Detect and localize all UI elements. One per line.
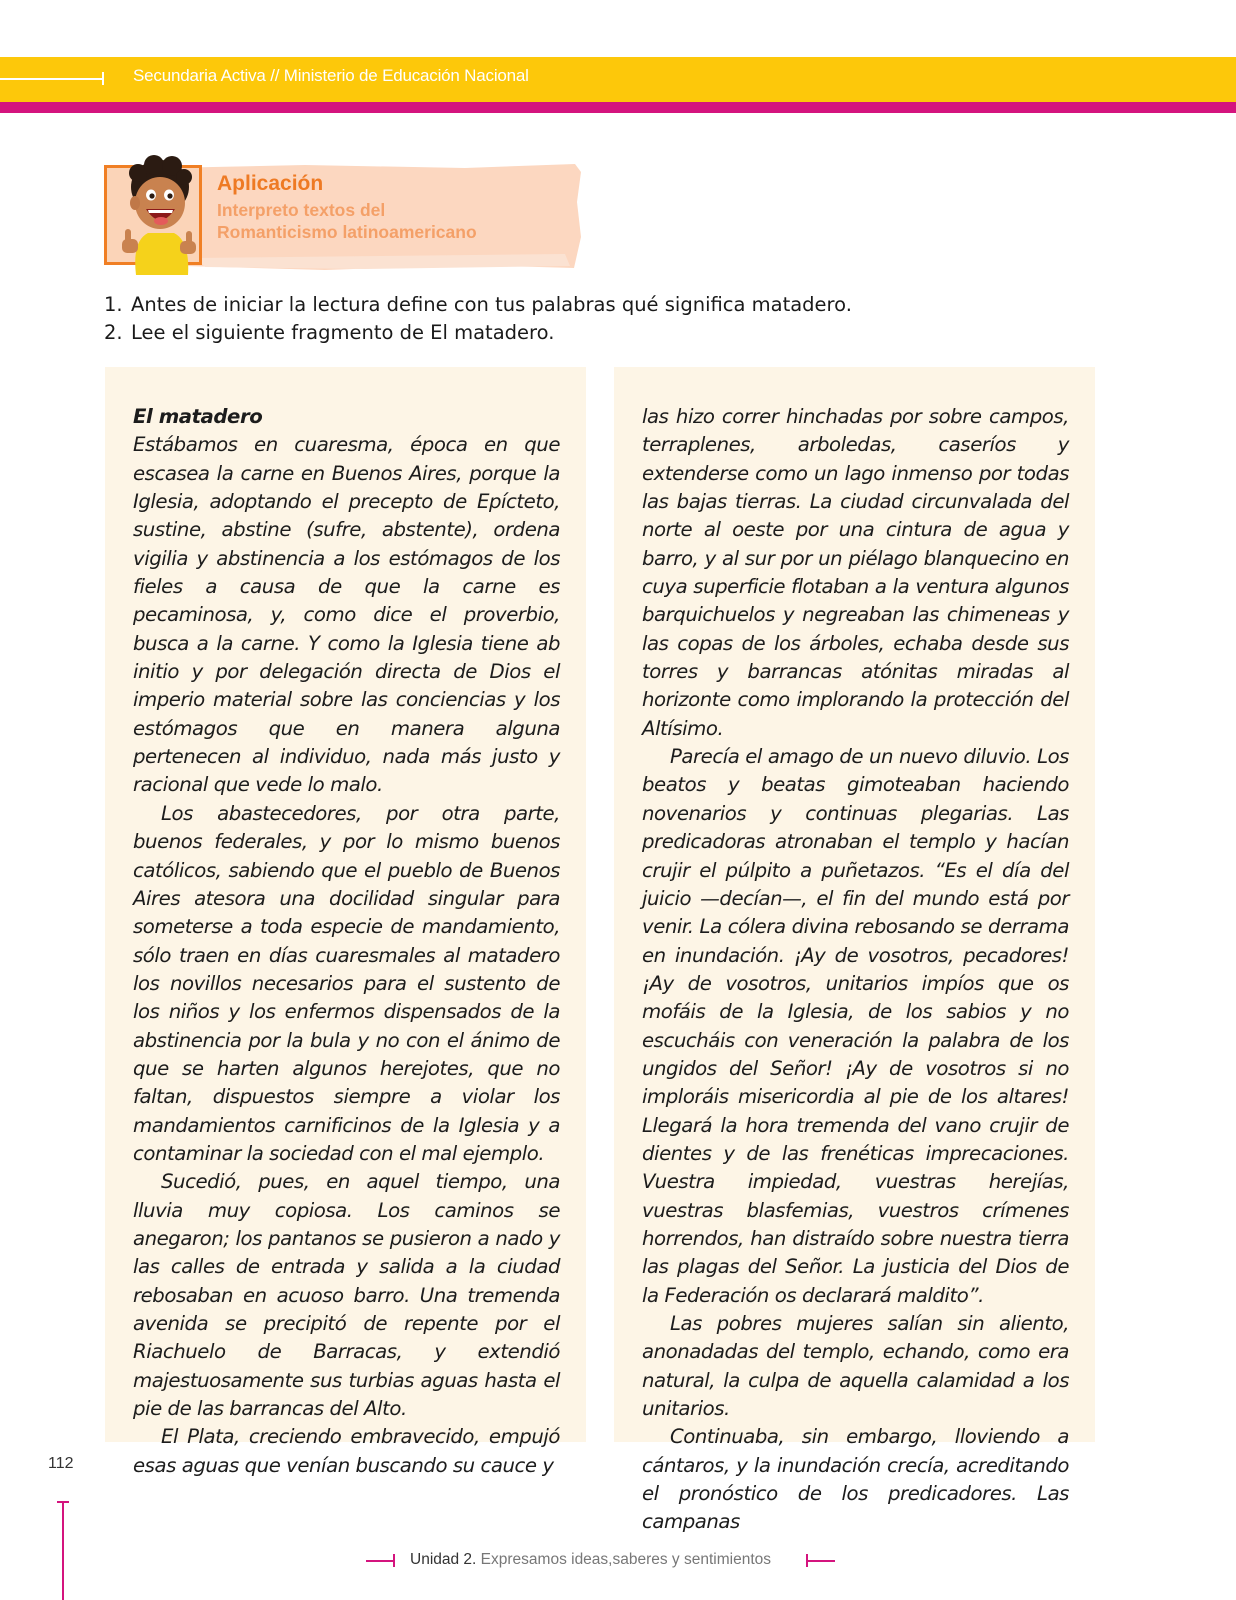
instruction-number: 1. <box>104 293 123 316</box>
mascot-boy-icon <box>118 155 208 277</box>
reading-paragraph: Sucedió, pues, en aquel tiempo, una lluvia muy copiosa. Los caminos se anegaron; los pantanos se pusieron a nado y las calles de entrada y salida a la ciudad rebosaban en acuoso barro. Una tremenda avenida se precipitó de repente por el Riachuelo de Barracas, y extendió majestuosamente sus turbias aguas hasta el pie de las barrancas del Alto. <box>133 1170 560 1421</box>
section-title: Aplicación <box>217 172 324 195</box>
header-rule <box>0 78 104 80</box>
section-subtitle-line-1: Interpreto textos del <box>217 200 386 220</box>
footer-unit-label: Unidad 2. <box>410 1551 477 1568</box>
reading-paragraph: las hizo correr hinchadas por sobre campos, terraplenes, arboledas, caseríos y extenderse como un lago inmenso por todas las bajas tierras. La ciudad circunvalada del norte al oeste por una cintura de agua y barro, y al sur por un piélago blanquecino en cuya superficie flotaban a la ventura algunos barquichuelos y negreaban las chimeneas y las copas de los árboles, echaba desde sus torres y barrancas atónitas miradas al horizonte como implorando la protección del Altísimo. <box>642 405 1069 740</box>
section-subtitle <box>217 199 577 243</box>
footer-unit-topic: Expresamos ideas,saberes y sentimientos <box>480 1551 772 1568</box>
reading-column-right <box>642 403 1069 1537</box>
reading-column-left <box>133 403 560 1480</box>
header-rule-tick <box>102 72 104 85</box>
instruction-number: 2. <box>104 321 123 344</box>
footer-left-rule-tick <box>393 1554 395 1567</box>
instruction-list <box>104 291 852 347</box>
reading-title: El matadero <box>133 405 263 428</box>
header-accent-stripe <box>0 102 1236 113</box>
footer-unit-caption <box>410 1551 771 1569</box>
footer-margin-line <box>62 1502 64 1600</box>
reading-paragraph: El Plata, creciendo embravecido, empujó esas aguas que venían buscando su cauce y <box>133 1425 560 1477</box>
reading-paragraph: Los abastecedores, por otra parte, buenos federales, y por lo mismo buenos católicos, sabiendo que el pueblo de Buenos Aires atesora una docilidad singular para someterse a toda especie de mandamiento, sólo traen en días cuaresmales al matadero los novillos necesarios para el sustento de los niños y los enfermos dispensados de la abstinencia por la bula y no con el ánimo de que se harten algunos herejotes, que no faltan, dispuestos siempre a violar los mandamientos carnificinos de la Iglesia y a contaminar la sociedad con el mal ejemplo. <box>133 801 560 1165</box>
footer-right-rule <box>807 1560 835 1562</box>
instruction-item <box>104 291 852 319</box>
footer-left-rule <box>366 1560 394 1562</box>
reading-paragraph: Estábamos en cuaresma, época en que escasea la carne en Buenos Aires, porque la Iglesia, adoptando el precepto de Epícteto, sustine, abstine (sufre, abstente), ordena vigilia y abstinencia a los estómagos de los fieles a causa de que la carne es pecaminosa, y, como dice el proverbio, busca a la carne. Y como la Iglesia tiene ab initio y por delegación directa de Dios el imperio material sobre las conciencias y los estómagos que en manera alguna pertenecen al individuo, nada más justo y racional que vede lo malo. <box>133 433 560 797</box>
section-subtitle-line-2: Romanticismo latinoamericano <box>217 222 477 242</box>
running-title: Secundaria Activa // Ministerio de Educación Nacional <box>133 66 529 85</box>
instruction-item <box>104 319 852 347</box>
instruction-text: Lee el siguiente fragmento de El matadero. <box>131 321 555 344</box>
reading-paragraph: Continuaba, sin embargo, lloviendo a cántaros, y la inundación crecía, acreditando el pronóstico de los predicadores. Las campanas <box>642 1425 1069 1534</box>
reading-paragraph: Parecía el amago de un nuevo diluvio. Los beatos y beatas gimoteaban haciendo novenarios y continuas plegarias. Las predicadoras atronaban el templo y hacían crujir el púlpito a puñetazos. “Es el día del juicio —decían—, el fin del mundo está por venir. La cólera divina rebosando se derrama en inundación. ¡Ay de vosotros, pecadores! ¡Ay de vosotros, unitarios impíos que os mofáis de la Iglesia, de los sabios y no escucháis con veneración la palabra de los ungidos del Señor! ¡Ay de vosotros si no imploráis misericordia al pie de los altares! Llegará la hora tremenda del vano crujir de dientes y de las frenéticas imprecaciones. Vuestra impiedad, vuestras herejías, vuestras blasfemias, vuestros crímenes horrendos, han distraído sobre nuestra tierra las plagas del Señor. La justicia del Dios de la Federación os declarará maldito”. <box>642 745 1069 1307</box>
reading-paragraph: Las pobres mujeres salían sin aliento, anonadadas del templo, echando, como era natural, la culpa de aquella calamidad a los unitarios. <box>642 1312 1069 1421</box>
page-number: 112 <box>48 1455 74 1472</box>
instruction-text: Antes de iniciar la lectura define con tus palabras qué significa matadero. <box>131 293 852 316</box>
